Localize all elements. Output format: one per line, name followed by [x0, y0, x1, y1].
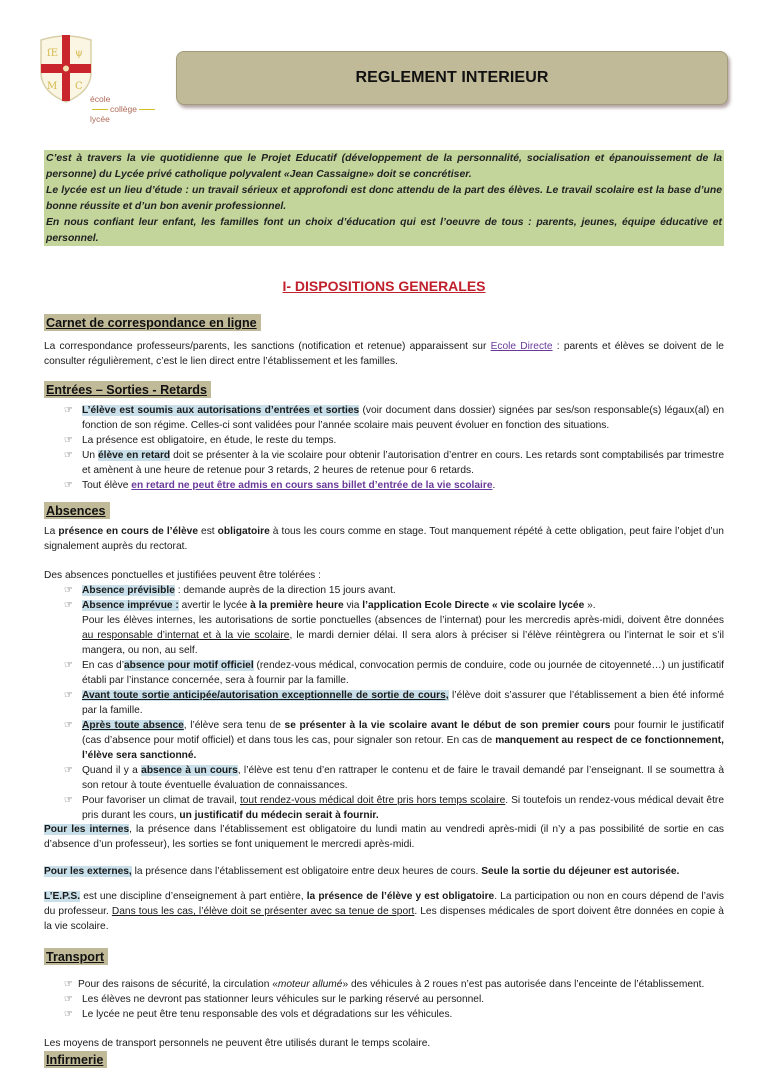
title-banner [176, 51, 728, 105]
bold-text: à la première heure [250, 600, 344, 611]
internes-paragraph [44, 822, 724, 852]
highlighted-text: absence pour motif officiel [123, 660, 254, 671]
text-run: Les élèves ne devront pas stationner leurs véhicules sur le parking réservé au personnel. [82, 994, 485, 1005]
text-run: Le lycée ne peut être tenu responsable des vols et dégradations sur les véhicules. [82, 1009, 453, 1020]
list-item [44, 793, 724, 823]
text-run: . Si toutefois un rendez-vous médical devait être pris durant les cours, [82, 795, 724, 821]
subheading-infirmerie [44, 1051, 107, 1068]
highlighted-text: Après toute absence [82, 720, 184, 731]
intro-paragraph: En nous confiant leur enfant, les familles font un choix d’éducation qui est l’oeuvre de tous : parents, jeunes, équipe éducative et personnel. [46, 217, 722, 244]
text-run: doit se présenter à la vie scolaire pour obtenir l’autorisation d’entrer en cours. Les retards sont comptabilisés par trimestre et amènent à une heure de retenue pour 3 retards, 2 heures de retenue pour 6 retards. [82, 450, 725, 476]
transport-list-block [44, 977, 724, 1022]
absences-intro-paragraph [44, 524, 724, 554]
transport-list [44, 977, 724, 1022]
text-run: Pour des raisons de sécurité, la circulation « [78, 979, 278, 990]
text-run: : parents et élèves se doivent de le consulter régulièrement, c’est le lien direct entre l’établissement et les familles. [44, 341, 724, 367]
intro-box [44, 150, 724, 246]
text-run: Pour favoriser un climat de travail, [82, 795, 240, 806]
text-run: l’élève doit s’assurer que l’établissement a bien été informé par la famille. [82, 690, 724, 716]
highlighted-text: L’élève est soumis aux autorisations d’entrées et sorties [82, 405, 360, 416]
highlighted-text: Avant toute sortie anticipée/autorisation exceptionnelle de sortie de cours, [82, 690, 449, 701]
list-item [44, 688, 724, 718]
shield-crest-icon [38, 34, 94, 104]
text-run: via [343, 600, 363, 611]
subheading-carnet [44, 314, 261, 331]
svg-text:ψ: ψ [75, 48, 83, 59]
bold-text: l’application Ecole Directe « vie scolaire lycée [362, 600, 585, 611]
subheading-label: Entrées – Sorties - Retards [46, 383, 207, 397]
list-item [44, 598, 724, 658]
logo-word-ecole: école [90, 94, 111, 104]
subheading-entrees-sorties [44, 381, 211, 398]
text-run: , le mardi dernier délai. Il sera alors à préciser si l’élève réintègrera ou l’internat le soir et s’il mangera, ou non, au self. [82, 630, 724, 656]
logo-wordmark [90, 94, 157, 124]
text-run: est une discipline d’enseignement à part entière, [80, 891, 307, 902]
text-run: (rendez-vous médical, convocation permis de conduire, code ou journée de citoyenneté…) un justificatif établi par l’instance concernée, sera à fournir par la famille. [82, 660, 724, 686]
text-run: , la présence dans l’établissement est obligatoire du lundi matin au vendredi après-midi (il n’y a pas possibilité de sortie en cas d’absence d’un professeur), les sorties se font uniquement le mercredi après-midi. [44, 824, 724, 850]
transport-paragraph [44, 1036, 724, 1051]
subheading-label: Absences [46, 504, 106, 518]
list-item [44, 433, 724, 448]
bold-text: Seule la sortie du déjeuner est autorisée. [481, 866, 680, 877]
list-item [44, 1007, 724, 1022]
highlighted-text: Absence prévisible [82, 585, 175, 596]
hand-pointing-icon: ☞ [64, 765, 73, 776]
bold-text: se présenter à la vie scolaire avant le début de son premier cours [284, 720, 611, 731]
bold-text: la présence de l’élève y est obligatoire [306, 891, 495, 902]
text-run: est [197, 526, 218, 537]
list-item [44, 403, 724, 433]
text-run: La correspondance professeurs/parents, les sanctions (notification et retenue) apparaissent sur [44, 341, 491, 352]
text-run: . [492, 480, 496, 491]
subheading-label: Infirmerie [46, 1053, 104, 1067]
highlighted-text: Absence imprévue : [82, 600, 179, 611]
hand-pointing-icon: ☞ [64, 720, 73, 731]
text-run: Quand il y a [82, 765, 142, 776]
absences-list [44, 583, 724, 823]
svg-text:ſE: ſE [47, 48, 59, 59]
highlighted-text: Pour les externes, [44, 866, 132, 877]
bold-text: obligatoire [217, 526, 270, 537]
hand-pointing-icon: ☞ [64, 795, 73, 806]
svg-text:C: C [75, 81, 83, 92]
highlighted-text: absence à un cours [141, 765, 238, 776]
bold-text: présence en cours de l’élève [58, 526, 198, 537]
logo-word-college-row [90, 104, 157, 114]
logo-word-college: collège [110, 104, 137, 114]
intro-paragraph: C’est à travers la vie quotidienne que le Projet Educatif (développement de la personnalité, socialisation et épanouissement de la personne) du Lycée privé catholique polyvalent «Jean Cassaigne» doit se concrétiser. [46, 153, 722, 180]
text-run: . La participation ou non en cours dépend de l’avis du professeur. [44, 891, 724, 917]
text-run: En cas d’ [82, 660, 124, 671]
text-run: avertir le lycée [178, 600, 251, 611]
list-item [44, 583, 724, 598]
list-item [44, 977, 724, 992]
text-run: pour fournir le justificatif (cas d’absence pour motif officiel) et dans tous les cas, pour signaler son retour. En cas de [82, 720, 724, 746]
hand-pointing-icon: ☞ [64, 435, 73, 446]
ecole-directe-link[interactable]: Ecole Directe [490, 341, 553, 352]
highlighted-text: élève en retard [97, 450, 171, 461]
hand-pointing-icon: ☞ [64, 690, 73, 701]
text-run: La présence est obligatoire, en étude, le reste du temps. [82, 435, 337, 446]
hand-pointing-icon: ☞ [64, 585, 73, 596]
text-run: (voir document dans dossier) signées par ses/son responsable(s) légaux(al) en fonction de son régime. Celles-ci sont validées pour l’année scolaire mais peuvent évoluer en fonction des situations. [82, 405, 724, 431]
list-item [44, 718, 724, 763]
text-run: , l’élève est tenu d’en rattraper le contenu et de faire le travail demandé par l’enseignant. Il se soumettra à son retour à toute éventuelle évaluation de connaissances. [82, 765, 724, 791]
text-run: Pour les élèves internes, les autorisations de sortie ponctuelles (absences de l’internat) pour les mercredis après-midi, doivent être données [82, 615, 724, 626]
hand-pointing-icon: ☞ [64, 979, 73, 990]
hand-pointing-icon: ☞ [64, 994, 73, 1005]
text-run: à tous les cours comme en stage. Tout manquement répété à cette obligation, peut faire l’objet d’un signalement auprès du rectorat. [44, 526, 724, 552]
absences-tolerated-paragraph [44, 568, 724, 583]
carnet-paragraph [44, 339, 724, 369]
logo-rule [139, 109, 155, 110]
eps-paragraph [44, 889, 724, 934]
hand-pointing-icon: ☞ [64, 450, 73, 461]
text-run: » des véhicules à 2 roues n’est pas autorisée dans l’enceinte de l’établissement. [342, 979, 705, 990]
text-run: La [44, 526, 59, 537]
externes-paragraph [44, 864, 724, 879]
highlighted-text: L’E.P.S. [44, 891, 81, 902]
subheading-absences [44, 502, 110, 519]
billet-entree-link[interactable]: en retard ne peut être admis en cours sans billet d’entrée de la vie scolaire [131, 480, 493, 491]
subheading-label: Carnet de correspondance en ligne [46, 316, 257, 330]
text-run: : demande auprès de la direction 15 jours avant. [174, 585, 396, 596]
italic-text: moteur allumé [277, 979, 343, 990]
entrees-list [44, 403, 724, 493]
underlined-text: Dans tous les cas, l’élève doit se présenter avec sa tenue de sport [111, 906, 415, 917]
list-item [44, 658, 724, 688]
hand-pointing-icon: ☞ [64, 660, 73, 671]
underlined-text: au responsable d’internat et à la vie scolaire [82, 630, 290, 641]
subheading-transport [44, 948, 108, 965]
highlighted-text: Pour les internes [44, 824, 130, 835]
text-run: , l’élève sera tenu de [183, 720, 285, 731]
logo-word-lycee: lycée [90, 114, 110, 124]
text-run: ». [584, 600, 596, 611]
subheading-label: Transport [46, 950, 105, 964]
section-title: I- DISPOSITIONS GENERALES [282, 278, 486, 294]
hand-pointing-icon: ☞ [64, 405, 73, 416]
hand-pointing-icon: ☞ [64, 480, 73, 491]
list-item [44, 448, 724, 478]
intro-paragraph: Le lycée est un lieu d’étude : un travail sérieux et approfondi est donc attendu de la part des élèves. Le travail scolaire est la base d’une bonne réussite et d’un bon avenir professionnel. [46, 185, 722, 212]
list-item [44, 478, 724, 493]
hand-pointing-icon: ☞ [64, 1009, 73, 1020]
text-run: Un [82, 450, 98, 461]
text-run: Les moyens de transport personnels ne peuvent être utilisés durant le temps scolaire. [44, 1038, 431, 1049]
text-run: . Les dispenses médicales de sport doivent être données en copie à la vie scolaire. [44, 906, 724, 932]
entrees-list-block [44, 403, 724, 493]
underlined-text: tout rendez-vous médical doit être pris hors temps scolaire [239, 795, 506, 806]
school-logo [38, 34, 158, 124]
list-item [44, 992, 724, 1007]
bold-text: un justificatif du médecin serait à fournir. [179, 810, 379, 821]
text-run: la présence dans l’établissement est obligatoire entre deux heures de cours. [131, 866, 482, 877]
list-item [44, 763, 724, 793]
svg-text:M: M [47, 81, 58, 92]
bold-text: manquement au respect de ce fonctionnement, l’élève sera sanctionné. [82, 735, 724, 761]
hand-pointing-icon: ☞ [64, 600, 73, 611]
page-title: REGLEMENT INTERIEUR [355, 69, 549, 86]
logo-rule [92, 109, 108, 110]
text-run: Des absences ponctuelles et justifiées peuvent être tolérées : [44, 570, 321, 581]
absences-list-block [44, 583, 724, 823]
text-run: Tout élève [82, 480, 132, 491]
